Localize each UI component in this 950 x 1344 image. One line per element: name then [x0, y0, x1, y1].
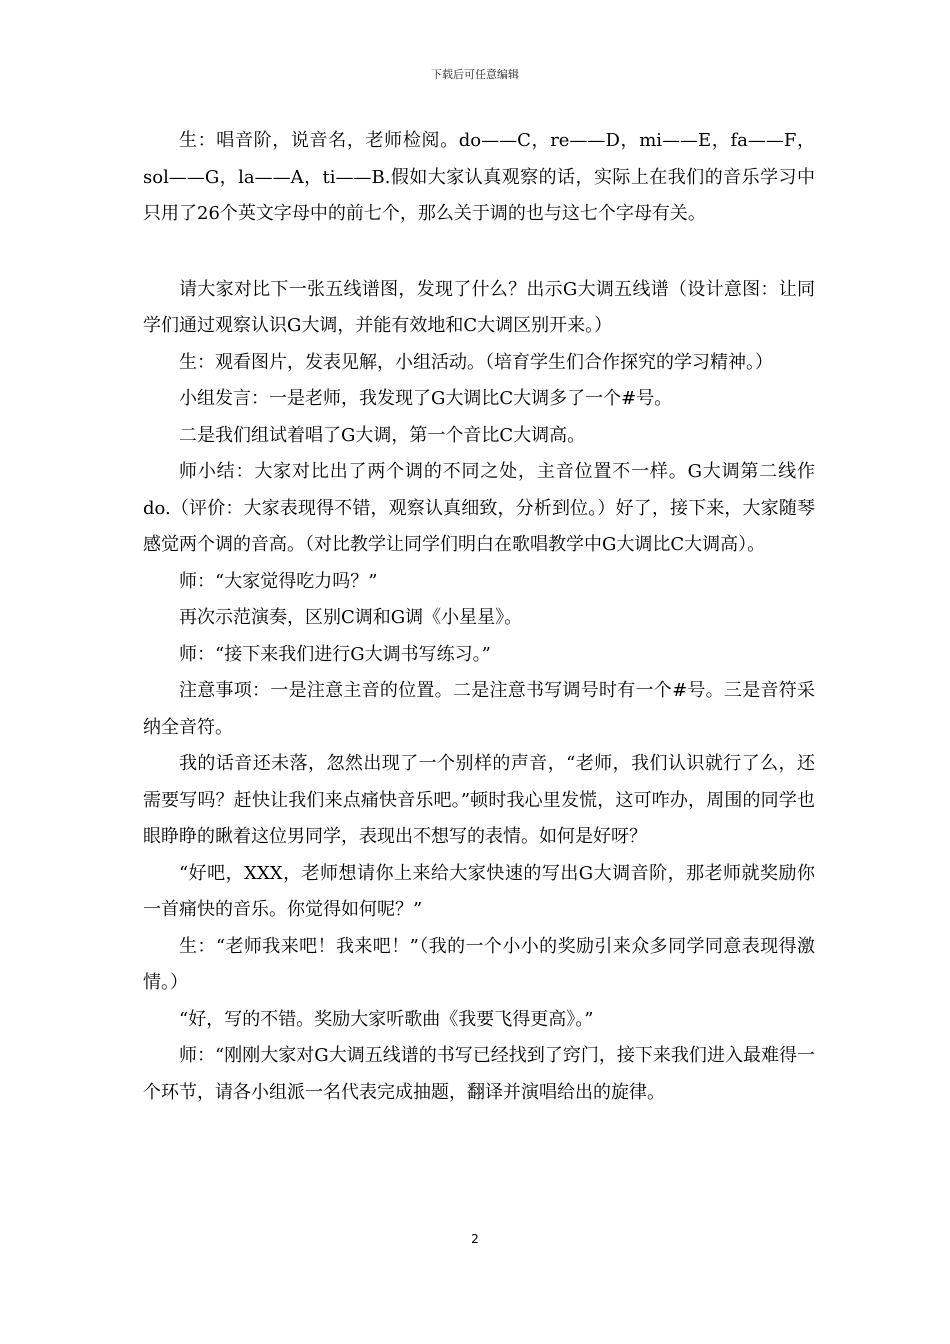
paragraph: 师：“接下来我们进行G大调书写练习。”: [179, 643, 491, 665]
page-number: 2: [471, 1232, 479, 1246]
paragraph-gap: [143, 233, 815, 272]
paragraph: 生：观看图片，发表见解，小组活动。（培育学生们合作探究的学习精神。）: [179, 351, 773, 373]
document-body: [143, 123, 815, 1111]
paragraph: 师：“刚刚大家对G大调五线谱的书写已经找到了窍门，接下来我们进入最难得一个环节，请各小组派一名代表完成抽题，翻译并演唱给出的旋律。: [143, 1045, 815, 1103]
paragraph: 我的话音还未落，忽然出现了一个别样的声音，“老师，我们认识就行了么，还需要写吗？赶快让我们来点痛快音乐吧。”顿时我心里发慌，这可咋办，周围的同学也眼睁睁的瞅着这位男同学，表现出不想写的表情。如何是好呀？: [143, 753, 815, 847]
paragraph: 生：唱音阶，说音名，老师检阅。do——C，re——D，mi——E，fa——F，sol——G，la——A，ti——B.假如大家认真观察的话，实际上在我们的音乐学习中只用了26个英文字母中的前七个，那么关于调的也与这七个字母有关。: [143, 130, 815, 224]
page-header: 下载后可任意编辑: [431, 68, 519, 81]
paragraph: 生：“老师我来吧！我来吧！”（我的一个小小的奖励引来众多同学同意表现得激情。）: [143, 935, 815, 993]
paragraph: “好吧，XXX，老师想请你上来给大家快速的写出G大调音阶，那老师就奖励你一首痛快的音乐。你觉得如何呢？”: [143, 862, 815, 920]
paragraph: 小组发言：一是老师，我发现了G大调比C大调多了一个#号。: [179, 388, 673, 409]
paragraph: 二是我们组试着唱了G大调，第一个音比C大调高。: [179, 424, 586, 446]
paragraph: “好，写的不错。奖励大家听歌曲《我要飞得更高》。”: [179, 1008, 594, 1030]
paragraph: 师小结：大家对比出了两个调的不同之处，主音位置不一样。G大调第二线作do.（评价：大家表现得不错，观察认真细致，分析到位。）好了，接下来，大家随琴感觉两个调的音高。（对比教学让同学们明白在歌唱教学中G大调比C大调高）。: [143, 461, 815, 555]
paragraph: 注意事项：一是注意主音的位置。二是注意书写调号时有一个#号。三是音符采纳全音符。: [143, 680, 815, 738]
paragraph: 再次示范演奏，区别C调和G调《小星星》。: [179, 607, 523, 628]
paragraph: 请大家对比下一张五线谱图，发现了什么？出示G大调五线谱（设计意图：让同学们通过观察认识G大调，并能有效地和C大调区别开来。）: [143, 278, 815, 336]
paragraph: 师：“大家觉得吃力吗？”: [179, 570, 378, 592]
